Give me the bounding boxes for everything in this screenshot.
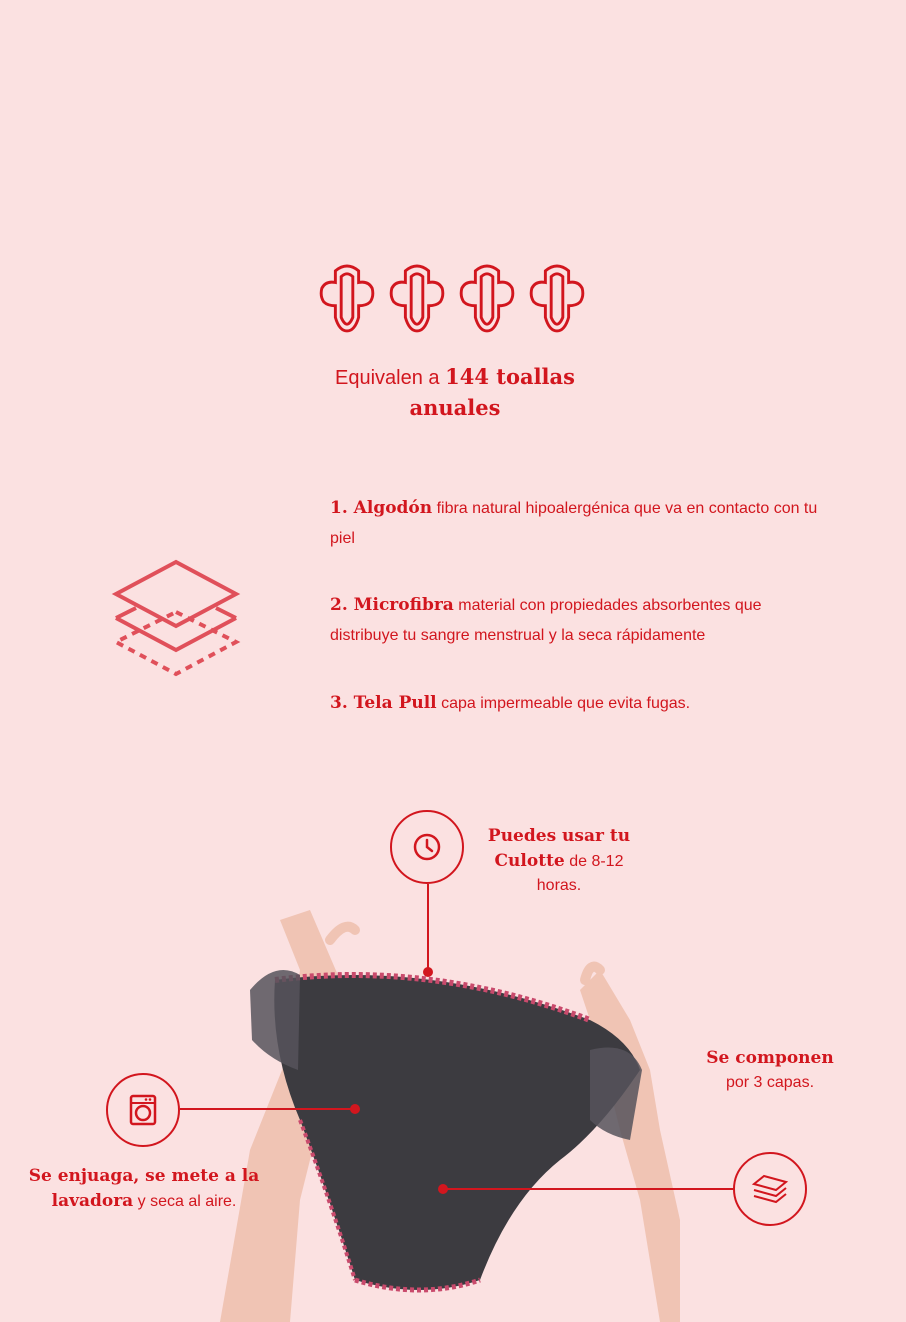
sanitary-pad-icon: [386, 262, 448, 334]
sanitary-pad-icon: [526, 262, 588, 334]
washer-badge: [106, 1073, 180, 1147]
clock-badge: [390, 810, 464, 884]
washing-machine-icon: [126, 1093, 160, 1127]
sanitary-pad-icon: [456, 262, 518, 334]
fabric-layers-icon: [750, 1172, 790, 1206]
equivalence-text: [280, 362, 630, 424]
wash-callout-line: [180, 1108, 356, 1110]
compose-caption-bold: Se componen: [706, 1048, 834, 1068]
layers-callout-dot: [438, 1184, 448, 1194]
layer-title: 1. Algodón: [330, 498, 433, 518]
time-caption-bold: Puedes usar tu Culotte: [487, 826, 631, 871]
layer-item-cotton: [330, 493, 830, 554]
layer-title: 3. Tela Pull: [330, 693, 437, 713]
product-photo: [180, 900, 700, 1322]
layer-item-microfiber: [330, 590, 830, 651]
wash-caption-bold: Se enjuaga, se mete a la lavadora: [28, 1166, 260, 1211]
layer-text: material con propiedades absorbentes que distribuye tu sangre menstrual y la seca rápidamente: [330, 597, 762, 644]
fabric-badge: [733, 1152, 807, 1226]
time-callout-dot: [423, 967, 433, 977]
wash-caption: [28, 1164, 260, 1214]
time-callout-line: [427, 884, 429, 972]
layer-text: fibra natural hipoalergénica que va en contacto con tu piel: [330, 500, 818, 547]
time-caption: [484, 824, 634, 898]
layers-callout-line: [444, 1188, 734, 1190]
layer-title: 2. Microfibra: [330, 595, 454, 615]
wash-caption-text: y seca al aire.: [133, 1193, 237, 1210]
stacked-layers-icon: [110, 556, 242, 684]
wash-callout-dot: [350, 1104, 360, 1114]
compose-caption-text: por 3 capas.: [725, 1074, 815, 1091]
equivalence-highlight-1: 144 toallas: [445, 364, 575, 389]
compose-caption: [690, 1046, 850, 1095]
pads-row: [316, 262, 588, 334]
time-caption-text: de 8-12 horas.: [536, 853, 624, 894]
equivalence-prefix: Equivalen a: [335, 367, 446, 389]
layer-item-pull-fabric: [330, 688, 830, 719]
sanitary-pad-icon: [316, 262, 378, 334]
equivalence-highlight-2: anuales: [409, 395, 501, 420]
layer-text: capa impermeable que evita fugas.: [436, 695, 691, 712]
clock-icon: [412, 832, 442, 862]
